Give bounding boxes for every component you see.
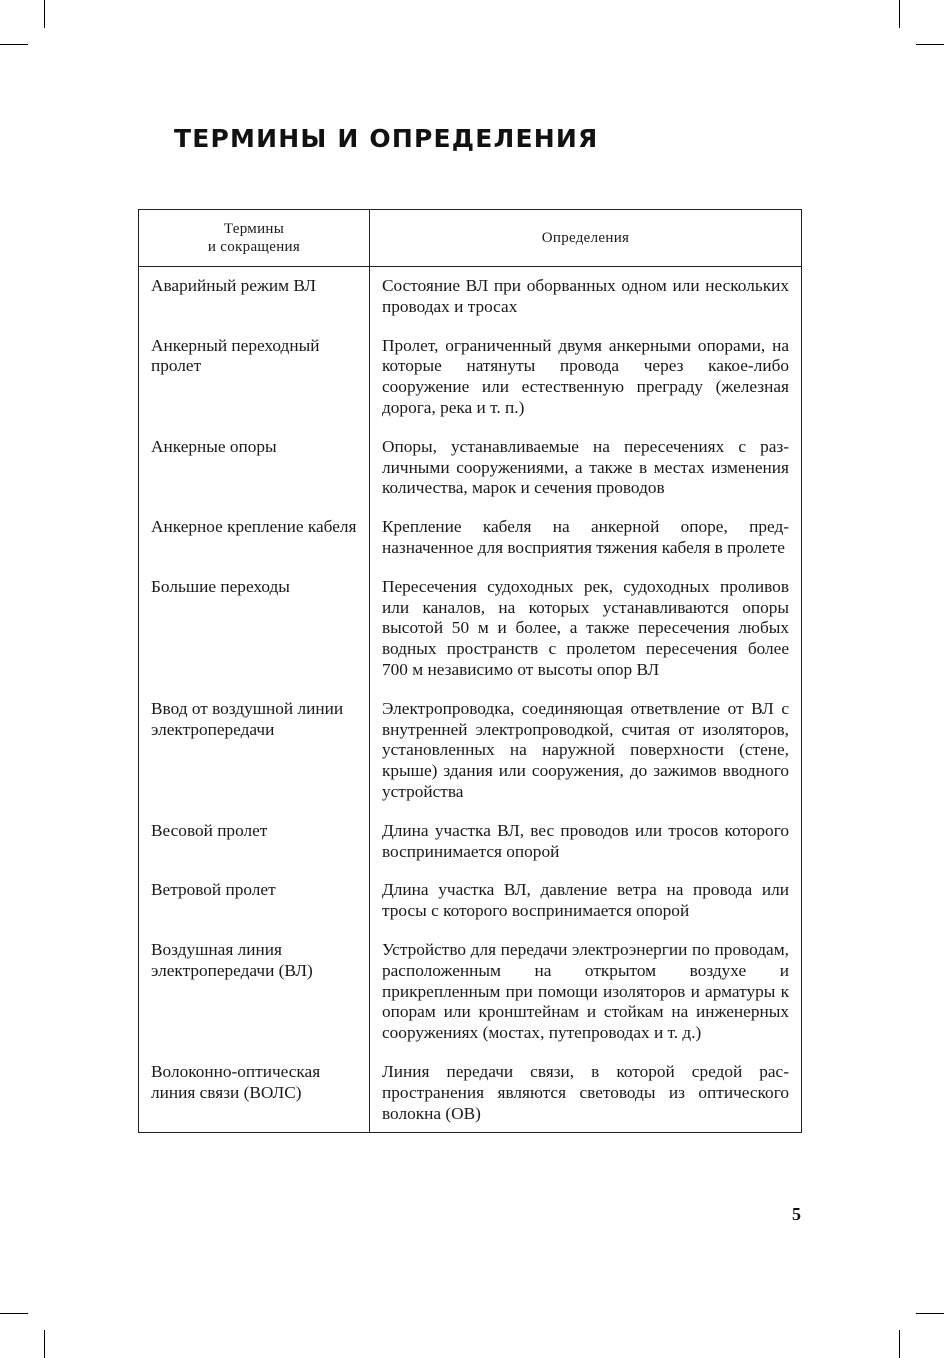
crop-mark-top-left-horizontal xyxy=(0,44,28,45)
table-row xyxy=(139,880,802,940)
term-cell: Воздушная линия электропередачи (ВЛ) xyxy=(139,940,370,1062)
definition-cell: Пересечения судоходных рек, судоходных проливов или каналов, на которых устанавливаются опоры высотой 50 м и более, а также пересечения любых водных пространств с пролетом пересечения более 700 м независимо от высоты опор ВЛ xyxy=(370,577,802,699)
header-terms xyxy=(139,210,370,267)
table-row xyxy=(139,336,802,437)
header-terms-line-2: и сокращения xyxy=(207,239,301,255)
definition-cell: Опоры, устанавливаемые на пересечениях с различными сооружениями, а также в местах изменения количества, марок и сечения проводов xyxy=(370,437,802,517)
definition-cell: Крепление кабеля на анкерной опоре, предназначенное для восприятия тяжения кабеля в пролете xyxy=(370,517,802,577)
term-cell: Анкерное крепление кабеля xyxy=(139,517,370,577)
table-row xyxy=(139,267,802,336)
definition-cell: Состояние ВЛ при оборванных одном или нескольких проводах и тросах xyxy=(370,267,802,336)
page-number: 5 xyxy=(792,1204,801,1224)
term-cell: Анкерные опоры xyxy=(139,437,370,517)
terms-table xyxy=(138,209,802,1133)
crop-mark-bottom-right-horizontal xyxy=(916,1313,944,1314)
crop-mark-top-right-horizontal xyxy=(916,44,944,45)
page-title: ТЕРМИНЫ И ОПРЕДЕЛЕНИЯ xyxy=(174,124,599,153)
table-header-row xyxy=(139,210,802,267)
term-cell: Ввод от воздушной линии электропередачи xyxy=(139,699,370,821)
definition-cell: Пролет, ограниченный двумя анкерными опорами, на которые натянуты провода через какое-либо сооружение или естественную преграду (железная дорога, река и т. п.) xyxy=(370,336,802,437)
term-cell: Анкерный переходный пролет xyxy=(139,336,370,437)
crop-mark-bottom-right-vertical xyxy=(899,1330,900,1358)
header-definitions: Определения xyxy=(370,210,802,267)
term-cell: Большие переходы xyxy=(139,577,370,699)
crop-mark-bottom-left-horizontal xyxy=(0,1313,28,1314)
table-row xyxy=(139,517,802,577)
table-row xyxy=(139,437,802,517)
definition-cell: Линия передачи связи, в которой средой распространения являются световоды из оптического волокна (ОВ) xyxy=(370,1062,802,1133)
definition-cell: Длина участка ВЛ, давление ветра на провода или тросы с которого воспринимается опорой xyxy=(370,880,802,940)
crop-mark-top-left-vertical xyxy=(44,0,45,28)
table-row xyxy=(139,699,802,821)
definition-cell: Электропроводка, соединяющая ответвление от ВЛ с внутренней электропроводкой, считая от изоляторов, установленных на наружной поверхности (стене, крыше) здания или сооружения, до зажимов вводного устройства xyxy=(370,699,802,821)
crop-mark-top-right-vertical xyxy=(899,0,900,28)
table-row xyxy=(139,940,802,1062)
header-terms-line-1: Термины xyxy=(223,221,285,237)
table-row xyxy=(139,1062,802,1133)
table-row xyxy=(139,577,802,699)
crop-mark-bottom-left-vertical xyxy=(44,1330,45,1358)
definition-cell: Устройство для передачи электроэнергии по проводам, расположенным на открытом воздухе и прикрепленным при помощи изоляторов и арматуры к опорам или кронштейнам и стойкам на инженерных сооружениях (мостах, путепроводах и т. д.) xyxy=(370,940,802,1062)
term-cell: Весовой пролет xyxy=(139,821,370,881)
term-cell: Аварийный режим ВЛ xyxy=(139,267,370,336)
term-cell: Ветровой пролет xyxy=(139,880,370,940)
definition-cell: Длина участка ВЛ, вес проводов или тросов которого воспринимается опорой xyxy=(370,821,802,881)
term-cell: Волоконно-оптическая линия связи (ВОЛС) xyxy=(139,1062,370,1133)
table-row xyxy=(139,821,802,881)
